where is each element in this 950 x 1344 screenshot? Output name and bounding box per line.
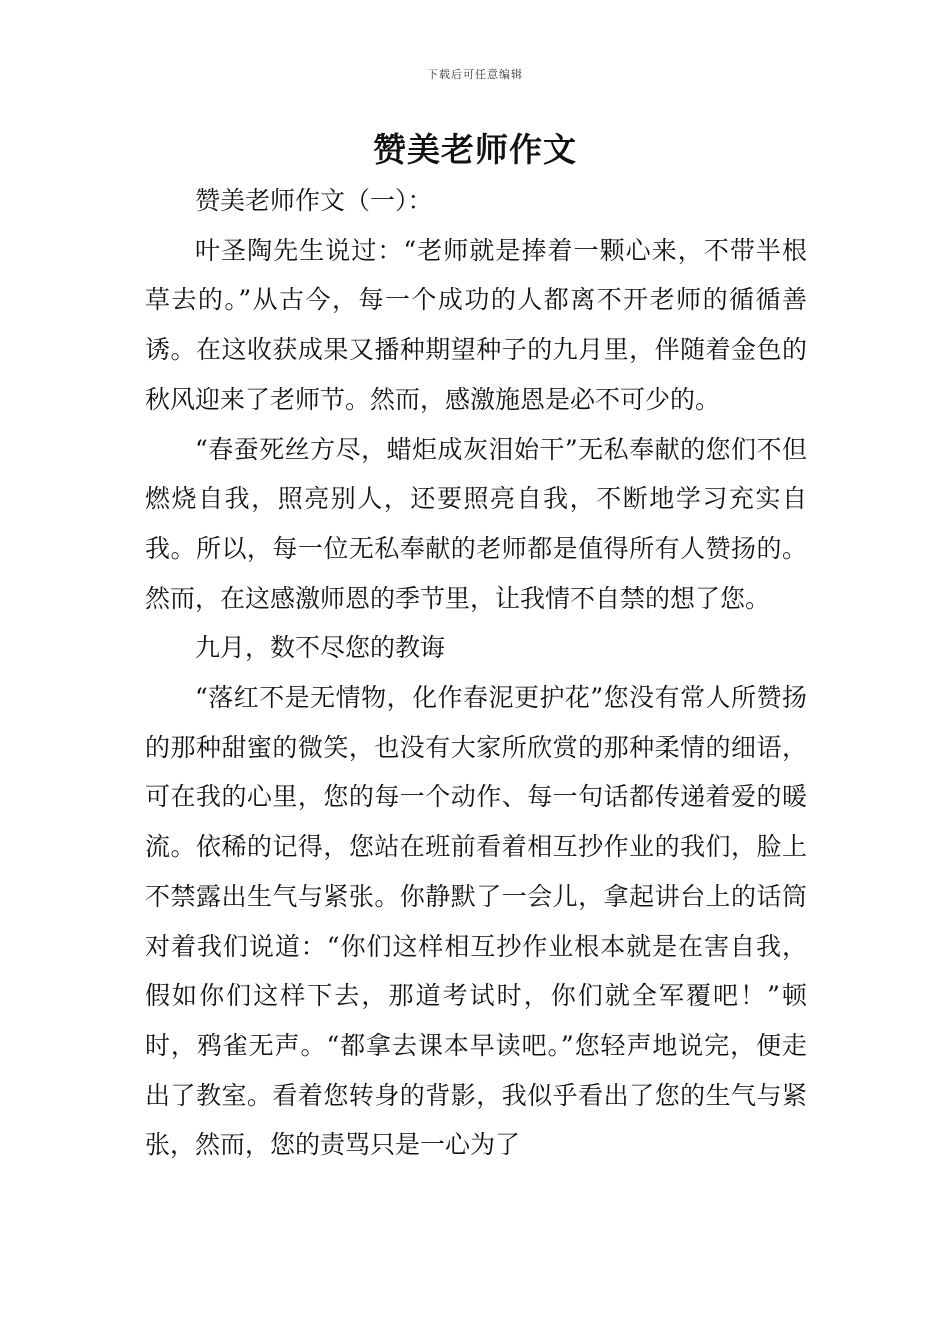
paragraph: “春蚕死丝方尽，蜡炬成灰泪始干”无私奉献的您们不但燃烧自我，照亮别人，还要照亮自我，不断地学习充实自我。所以，每一位无私奉献的老师都是值得所有人赞扬的。然而，在这感激师恩的季节里，让我情不自禁的想了您。 (145, 434, 807, 613)
paragraph: 叶圣陶先生说过：“老师就是捧着一颗心来，不带半根草去的。”从古今，每一个成功的人都离不开老师的循循善诱。在这收获成果又播种期望种子的九月里，伴随着金色的秋风迎来了老师节。然而，感激施恩是必不可少的。 (145, 235, 807, 414)
section-heading: 赞美老师作文（一）： (195, 186, 433, 215)
document-title: 赞美老师作文 (373, 130, 577, 169)
header-note: 下载后可任意编辑 (427, 68, 523, 81)
sub-heading: 九月，数不尽您的教诲 (195, 633, 446, 663)
document-body (145, 176, 807, 1170)
paragraph: “落红不是无情物，化作春泥更护花”您没有常人所赞扬的那种甜蜜的微笑，也没有大家所欣赏的那种柔情的细语，可在我的心里，您的每一个动作、每一句话都传递着爱的暖流。依稀的记得，您站在班前看着相互抄作业的我们，脸上不禁露出生气与紧张。你静默了一会儿，拿起讲台上的话筒对着我们说道：“你们这样相互抄作业根本就是在害自我，假如你们这样下去，那道考试时，你们就全军覆吧！”顿时，鸦雀无声。“都拿去课本早读吧。”您轻声地说完，便走出了教室。看着您转身的背影，我似乎看出了您的生气与紧张，然而，您的责骂只是一心为了 (145, 683, 807, 1160)
